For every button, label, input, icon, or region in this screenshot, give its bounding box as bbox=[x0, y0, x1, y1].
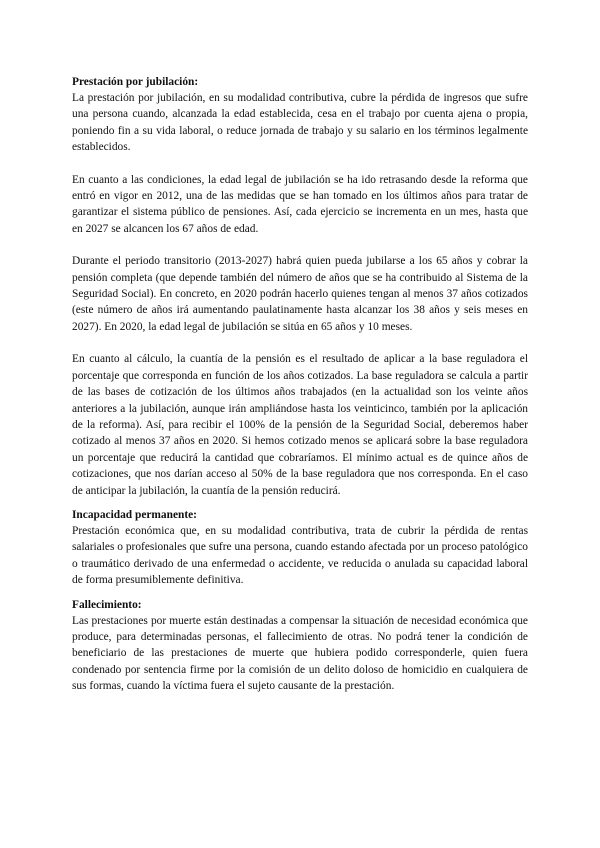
paragraph-gap bbox=[72, 237, 528, 253]
section-title-jubilacion: Prestación por jubilación: bbox=[72, 76, 199, 88]
section-incapacidad bbox=[72, 507, 528, 589]
section-gap bbox=[72, 589, 528, 597]
document-page bbox=[72, 74, 528, 695]
paragraph: Prestación económica que, en su modalidad contributiva, trata de cubrir la pérdida de rentas salariales o profesionales que sufre una persona, cuando estando afectada por un proceso patológico o traumático derivado de una enfermedad o accidente, ve reducida o anulada su capacidad laboral de forma presumiblemente definitiva. bbox=[72, 524, 528, 587]
paragraph-gap bbox=[72, 335, 528, 351]
paragraph-gap bbox=[72, 156, 528, 172]
section-title-fallecimiento: Fallecimiento: bbox=[72, 598, 142, 611]
section-fallecimiento bbox=[72, 597, 528, 695]
section-title-incapacidad: Incapacidad permanente: bbox=[72, 508, 197, 521]
paragraph: La prestación por jubilación, en su modalidad contributiva, cubre la pérdida de ingresos que sufre una persona cuando, alcanzada la edad establecida, cesa en el trabajo por cuenta ajena o propia, poniendo fin a su vida laboral, o reduce jornada de trabajo y su salario en los términos legalmente establecidos. bbox=[72, 92, 528, 154]
section-jubilacion bbox=[72, 74, 528, 499]
paragraph: Durante el periodo transitorio (2013-2027) habrá quien pueda jubilarse a los 65 años y cobrar la pensión completa (que depende también del número de años que se ha contribuido al Sistema de la Seguridad Social). En concreto, en 2020 podrán hacerlo quienes tengan al menos 37 años cotizados (este número de años irá aumentando paulatinamente hasta alcanzar los 38 años y seis meses en 2027). En 2020, la edad legal de jubilación se sitúa en 65 años y 10 meses. bbox=[72, 255, 528, 333]
section-gap bbox=[72, 499, 528, 507]
paragraph: En cuanto a las condiciones, la edad legal de jubilación se ha ido retrasando desde la reforma que entró en vigor en 2012, una de las medidas que se han tomado en los últimos años para tratar de garantizar el sistema público de pensiones. Así, cada ejercicio se incrementa en un mes, hasta que en 2027 se alcancen los 67 años de edad. bbox=[72, 173, 528, 235]
paragraph: En cuanto al cálculo, la cuantía de la pensión es el resultado de aplicar a la base reguladora el porcentaje que corresponda en función de los años cotizados. La base reguladora se calcula a partir de las bases de cotización de los últimos años trabajados (en la actualidad son los veinte años anteriores a la jubilación, aunque irán ampliándose hasta los veinticinco, también por la aplicación de la reforma). Así, para recibir el 100% de la pensión de la Seguridad Social, deberemos haber cotizado al menos 37 años en 2020. Si hemos cotizado menos se aplicará sobre la base reguladora un porcentaje que reducirá la cantidad que cobraríamos. El mínimo actual es de quince años de cotizaciones, que nos darían acceso al 50% de la base reguladora que nos corresponda. En el caso de anticipar la jubilación, la cuantía de la pensión reducirá. bbox=[72, 353, 528, 497]
paragraph: Las prestaciones por muerte están destinadas a compensar la situación de necesidad económica que produce, para determinadas personas, el fallecimiento de otras. No podrá tener la condición de beneficiario de las prestaciones de muerte que hubiera podido corresponderle, quien fuera condenado por sentencia firme por la comisión de un delito doloso de homicidio en cualquiera de sus formas, cuando la víctima fuera el sujeto causante de la prestación. bbox=[72, 614, 528, 693]
